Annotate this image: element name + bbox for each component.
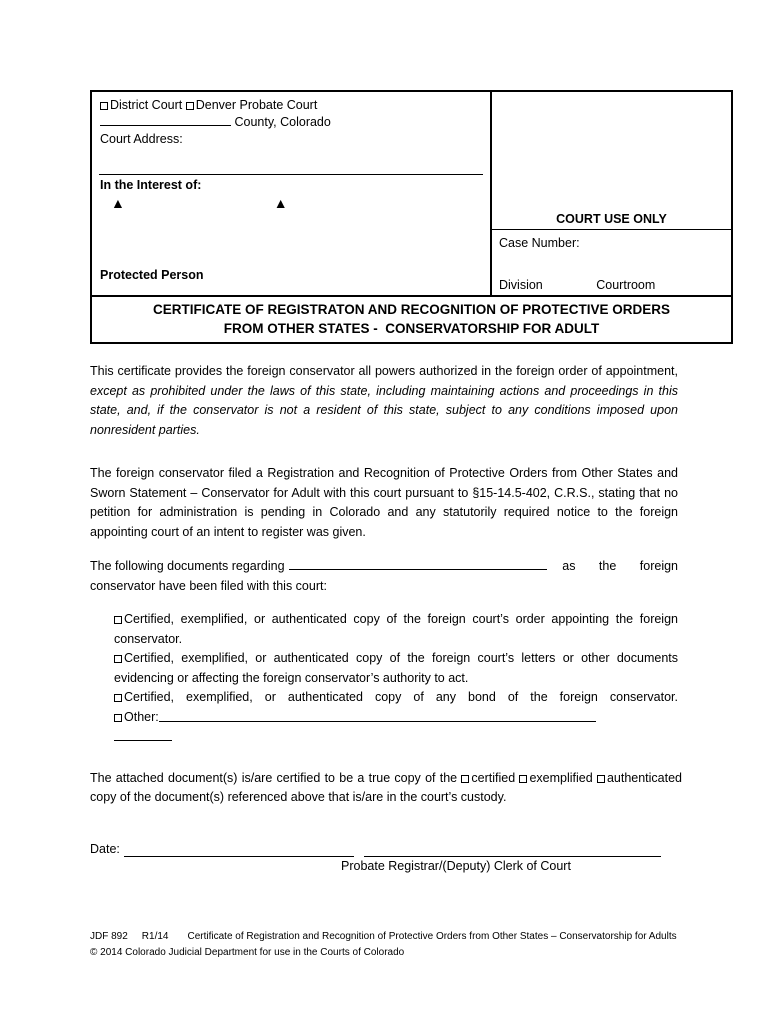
in-the-interest-label: In the Interest of: [100,178,202,192]
date-blank-line[interactable] [124,843,354,857]
case-number-label: Case Number: [499,236,580,250]
checklist-item-text: Certified, exemplified, or authenticated copy of the foreign court’s letters or other documents evidencing or affecting the foreign conservator’s authority to act. [114,651,678,685]
division-label: Division [499,278,543,292]
checklist-item [114,649,678,688]
date-signature-row [90,842,678,857]
form-title-line1: CERTIFICATE OF REGISTRATON AND RECOGNITION OF PROTECTIVE ORDERS [152,302,670,317]
denver-probate-checkbox-icon[interactable] [186,102,194,110]
form-code: JDF 892 [90,930,128,942]
footer-copyright: © 2014 Colorado Judicial Department for use in the Courts of Colorado [90,946,405,958]
documents-regarding-tail: as the foreign [562,559,678,573]
county-row [100,114,482,131]
conservator-name-blank-line[interactable] [289,558,547,570]
paragraph-powers-normal: This certificate provides the foreign conservator all powers authorized in the foreign order of appointment, [90,364,678,378]
form-revision: R1/14 [141,930,169,942]
court-info-cell [92,92,492,295]
court-address-blank-line[interactable] [99,148,483,175]
paragraph-powers-italic: except as prohibited under the laws of this state, including maintaining actions and proceedings in this state, and, if the conservator is not a resident of this state, subject to any conditions imposed upon nonresident parties. [90,383,678,437]
protected-person-label: Protected Person [100,268,204,282]
authenticated-checkbox-icon[interactable] [597,775,605,783]
paragraph-powers [90,362,678,440]
letters-copy-checkbox-icon[interactable] [114,655,122,663]
authenticated-label: authenticated [606,770,682,785]
triangle-marker-icon: ▲ [273,195,288,211]
other-checkbox-icon[interactable] [114,714,122,722]
attached-text-start: The attached document(s) is/are certified to be a true copy of the [90,770,458,785]
caption-box [90,90,733,297]
date-label: Date: [90,841,120,856]
footer-line1 [90,929,678,945]
documents-regarding-row [90,557,678,577]
document-body [90,362,682,961]
other-continuation-row [114,727,678,747]
triangle-marker-icon: ▲ [111,195,125,211]
attached-text-end: copy of the document(s) referenced above that is/are in the court’s custody. [90,790,507,804]
district-court-checkbox-icon[interactable] [100,102,108,110]
exemplified-label: exemplified [529,770,593,785]
checklist-item-text: Certified, exemplified, or authenticated copy of the foreign court’s order appointing the foreign conservator. [114,612,678,646]
form-title [90,297,733,344]
county-blank-line[interactable] [100,114,231,126]
paragraph-attached [90,769,682,808]
paragraph-filing: The foreign conservator filed a Registration and Recognition of Protective Orders from Other States and Sworn Statement – Conservator for Adult with this court pursuant to §15-14.5-402, C.R.S., stating that no petition for administration is pending in Colorado and any statutorily required notice to the foreign appointing court of an intent to register was given. [90,466,678,539]
court-use-cell [492,92,731,295]
form-footer [90,929,678,961]
checklist-item-other [114,708,678,728]
exemplified-checkbox-icon[interactable] [519,775,527,783]
court-address-label: Court Address: [100,132,183,146]
documents-checklist [114,610,678,747]
bond-copy-checkbox-icon[interactable] [114,694,122,702]
county-suffix-label: County, Colorado [234,115,331,129]
form-page [90,90,733,961]
triangle-marker-row [100,196,482,210]
form-title-line2: FROM OTHER STATES - CONSERVATORSHIP FOR ADULT [223,321,600,336]
signature-blank-line[interactable] [364,843,661,857]
other-blank-line[interactable] [159,710,596,722]
order-copy-checkbox-icon[interactable] [114,616,122,624]
paragraph-documents [90,557,678,596]
courtroom-label: Courtroom [596,278,656,292]
other-blank-line-continued[interactable] [114,729,172,741]
checklist-item-text: Certified, exemplified, or authenticated copy of any bond of the foreign conservator. [124,690,678,704]
other-label: Other: [124,709,159,724]
documents-regarding-line2: conservator have been filed with this court: [90,578,327,593]
denver-probate-label: Denver Probate Court [195,98,318,112]
court-type-row [100,97,482,114]
certified-checkbox-icon[interactable] [461,775,469,783]
checklist-item [114,688,678,708]
checklist-item [114,610,678,649]
certified-label: certified [471,770,516,785]
district-court-label: District Court [110,98,183,112]
footer-form-title: Certificate of Registration and Recognition of Protective Orders from Other States – Conservatorship for Adults [187,930,677,942]
court-use-only-label: COURT USE ONLY [492,212,731,230]
division-courtroom-row [499,278,655,292]
clerk-caption: Probate Registrar/(Deputy) Clerk of Court [341,858,571,873]
documents-regarding-prefix: The following documents regarding [90,559,285,573]
